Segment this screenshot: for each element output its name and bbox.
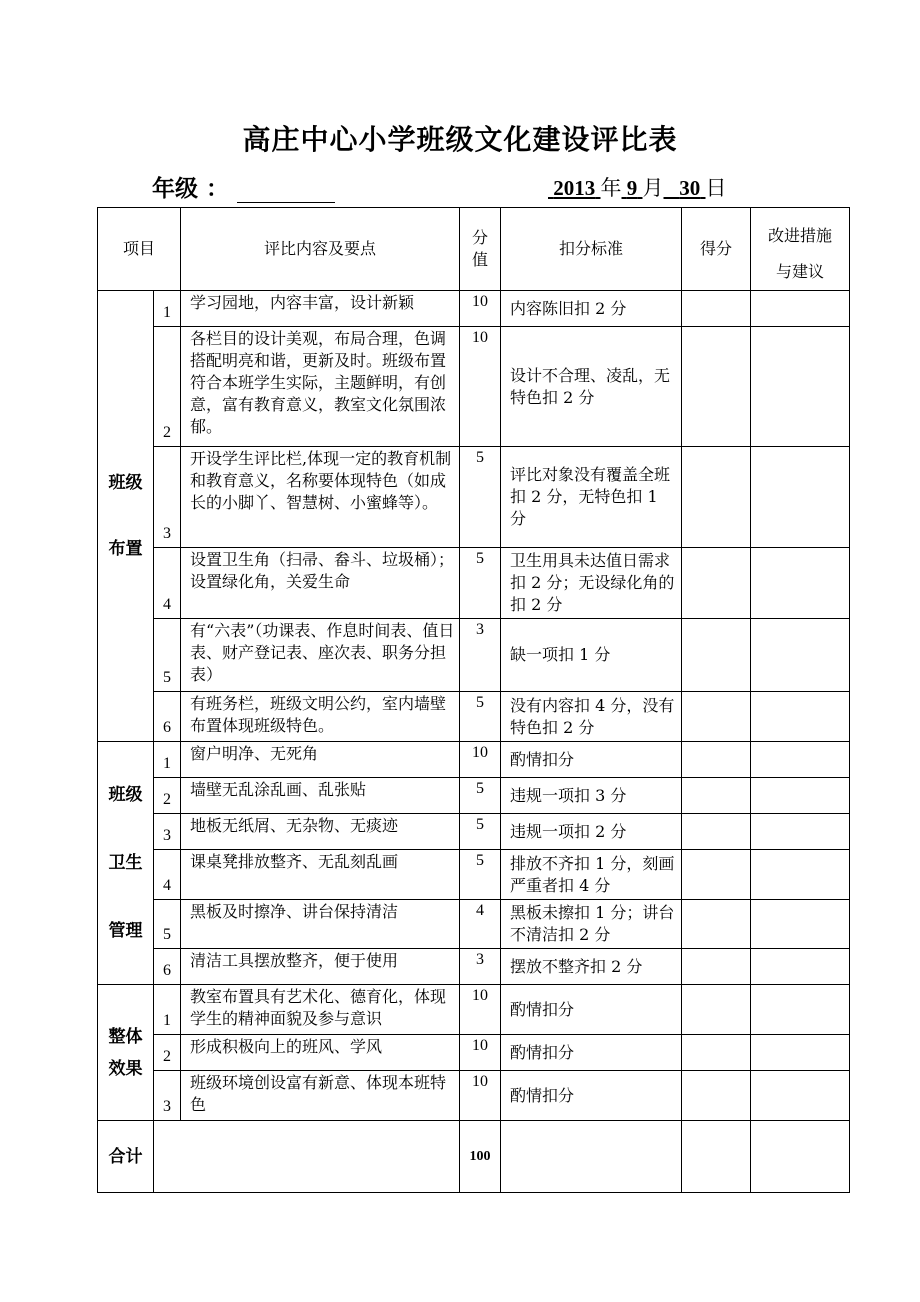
row-got-cell (682, 742, 751, 778)
row-score: 5 (460, 447, 501, 548)
row-standard: 没有内容扣 4 分，没有特色扣 2 分 (501, 692, 682, 742)
row-number: 2 (154, 1035, 181, 1071)
table-row (98, 291, 850, 327)
row-number: 2 (154, 327, 181, 447)
row-content: 地板无纸屑、无杂物、无痰迹 (181, 814, 460, 850)
total-row (98, 1121, 850, 1193)
row-got-cell (682, 447, 751, 548)
row-standard: 酌情扣分 (501, 742, 682, 778)
row-got-cell (682, 900, 751, 949)
row-improve-cell (751, 949, 850, 985)
row-content: 教室布置具有艺术化、德育化，体现学生的精神面貌及参与意识 (181, 985, 460, 1035)
row-improve-cell (751, 327, 850, 447)
row-got-cell (682, 778, 751, 814)
row-got-cell (682, 291, 751, 327)
table-row (98, 778, 850, 814)
col-deduction: 扣分标准 (501, 208, 682, 291)
table-row (98, 1071, 850, 1121)
row-number: 3 (154, 1071, 181, 1121)
row-score: 10 (460, 1035, 501, 1071)
row-improve-cell (751, 900, 850, 949)
row-number: 1 (154, 291, 181, 327)
row-improve-cell (751, 692, 850, 742)
row-got-cell (682, 985, 751, 1035)
total-label: 合计 (98, 1121, 154, 1193)
header-row (98, 208, 850, 291)
row-score: 10 (460, 327, 501, 447)
evaluation-table (97, 207, 850, 1193)
section-name-line: 管理 (108, 921, 143, 941)
total-empty-cell (682, 1121, 751, 1193)
table-row (98, 1035, 850, 1071)
section-name (98, 291, 154, 742)
row-number: 6 (154, 692, 181, 742)
row-score: 10 (460, 291, 501, 327)
col-score: 分 值 (460, 208, 501, 291)
row-number: 2 (154, 778, 181, 814)
page-title: 高庄中心小学班级文化建设评比表 (242, 123, 678, 156)
row-score: 5 (460, 778, 501, 814)
month-suffix: 月 (642, 176, 664, 200)
section-name-line: 卫生 (108, 853, 143, 873)
row-standard: 内容陈旧扣 2 分 (501, 291, 682, 327)
row-score: 3 (460, 619, 501, 692)
section-name (98, 742, 154, 985)
row-score: 5 (460, 814, 501, 850)
row-got-cell (682, 1071, 751, 1121)
table-row (98, 619, 850, 692)
col-item: 项目 (98, 208, 181, 291)
row-score: 5 (460, 692, 501, 742)
row-score: 4 (460, 900, 501, 949)
row-number: 4 (154, 850, 181, 900)
row-number: 5 (154, 900, 181, 949)
row-number: 4 (154, 548, 181, 619)
row-improve-cell (751, 447, 850, 548)
grade-label: 年级 ： (152, 176, 230, 202)
row-content: 设置卫生角（扫帚、畚斗、垃圾桶）；设置绿化角，关爱生命 (181, 548, 460, 619)
date-line (548, 172, 727, 202)
row-improve-cell (751, 548, 850, 619)
day-suffix: 日 (705, 176, 727, 200)
row-got-cell (682, 548, 751, 619)
row-content: 窗户明净、无死角 (181, 742, 460, 778)
row-improve-cell (751, 619, 850, 692)
row-improve-cell (751, 1035, 850, 1071)
row-got-cell (682, 814, 751, 850)
total-empty-cell (751, 1121, 850, 1193)
row-standard: 违规一项扣 3 分 (501, 778, 682, 814)
table-row (98, 900, 850, 949)
row-content: 有“六表”（功课表、作息时间表、值日表、财产登记表、座次表、职务分担表） (181, 619, 460, 692)
row-improve-cell (751, 291, 850, 327)
col-content: 评比内容及要点 (181, 208, 460, 291)
row-improve-cell (751, 985, 850, 1035)
row-improve-cell (751, 742, 850, 778)
row-improve-cell (751, 850, 850, 900)
table-row (98, 447, 850, 548)
row-got-cell (682, 327, 751, 447)
section-name-line: 效果 (108, 1058, 143, 1079)
row-number: 3 (154, 814, 181, 850)
row-number: 3 (154, 447, 181, 548)
row-improve-cell (751, 814, 850, 850)
section-name-line: 班级 (108, 785, 143, 805)
section-name-line: 整体 (108, 1026, 143, 1047)
row-got-cell (682, 692, 751, 742)
row-standard: 酌情扣分 (501, 1071, 682, 1121)
row-improve-cell (751, 1071, 850, 1121)
total-empty-cell (501, 1121, 682, 1193)
row-score: 10 (460, 985, 501, 1035)
table-row (98, 692, 850, 742)
grade-field (152, 170, 335, 203)
row-score: 5 (460, 548, 501, 619)
row-content: 墙壁无乱涂乱画、乱张贴 (181, 778, 460, 814)
col-improve: 改进措施 与建议 (751, 208, 850, 291)
section-name-line: 班级 (108, 473, 143, 493)
table-row (98, 850, 850, 900)
row-content: 学习园地，内容丰富，设计新颖 (181, 291, 460, 327)
row-content: 清洁工具摆放整齐，便于使用 (181, 949, 460, 985)
row-content: 黑板及时擦净、讲台保持清洁 (181, 900, 460, 949)
date-month: 9 (626, 176, 638, 200)
row-content: 班级环境创设富有新意、体现本班特色 (181, 1071, 460, 1121)
row-score: 10 (460, 742, 501, 778)
row-score: 3 (460, 949, 501, 985)
row-content: 开设学生评比栏,体现一定的教育机制和教育意义，名称要体现特色（如成长的小脚丫、智慧树、小蜜蜂等）。 (181, 447, 460, 548)
date-day: 30 (679, 176, 701, 200)
row-standard: 黑板未擦扣 1 分；讲台不清洁扣 2 分 (501, 900, 682, 949)
table-row (98, 949, 850, 985)
total-content-cell (154, 1121, 460, 1193)
row-standard: 违规一项扣 2 分 (501, 814, 682, 850)
total-score: 100 (460, 1121, 501, 1193)
row-got-cell (682, 949, 751, 985)
row-standard: 酌情扣分 (501, 985, 682, 1035)
row-content: 各栏目的设计美观，布局合理，色调搭配明亮和谐，更新及时。班级布置符合本班学生实际，主题鲜明，有创意，富有教育意义，教室文化氛围浓郁。 (181, 327, 460, 447)
row-improve-cell (751, 778, 850, 814)
row-standard: 酌情扣分 (501, 1035, 682, 1071)
table-row (98, 985, 850, 1035)
section-name (98, 985, 154, 1121)
row-got-cell (682, 850, 751, 900)
row-number: 5 (154, 619, 181, 692)
row-got-cell (682, 619, 751, 692)
section-name-line: 布置 (108, 539, 143, 559)
row-content: 课桌凳排放整齐、无乱刻乱画 (181, 850, 460, 900)
row-content: 有班务栏，班级文明公约，室内墙壁布置体现班级特色。 (181, 692, 460, 742)
row-number: 1 (154, 742, 181, 778)
grade-blank (237, 180, 335, 203)
row-number: 6 (154, 949, 181, 985)
row-standard: 卫生用具未达值日需求扣 2 分；无设绿化角的扣 2 分 (501, 548, 682, 619)
row-score: 5 (460, 850, 501, 900)
row-standard: 设计不合理、凌乱，无特色扣 2 分 (501, 327, 682, 447)
table-row (98, 548, 850, 619)
row-number: 1 (154, 985, 181, 1035)
row-standard: 评比对象没有覆盖全班扣 2 分，无特色扣 1 分 (501, 447, 682, 548)
row-standard: 排放不齐扣 1 分，刻画严重者扣 4 分 (501, 850, 682, 900)
row-standard: 摆放不整齐扣 2 分 (501, 949, 682, 985)
table-row (98, 814, 850, 850)
date-year: 2013 (553, 176, 596, 200)
table-row (98, 742, 850, 778)
row-standard: 缺一项扣 1 分 (501, 619, 682, 692)
row-content: 形成积极向上的班风、学风 (181, 1035, 460, 1071)
col-got: 得分 (682, 208, 751, 291)
row-got-cell (682, 1035, 751, 1071)
year-suffix: 年 (600, 176, 622, 200)
table-row (98, 327, 850, 447)
row-score: 10 (460, 1071, 501, 1121)
